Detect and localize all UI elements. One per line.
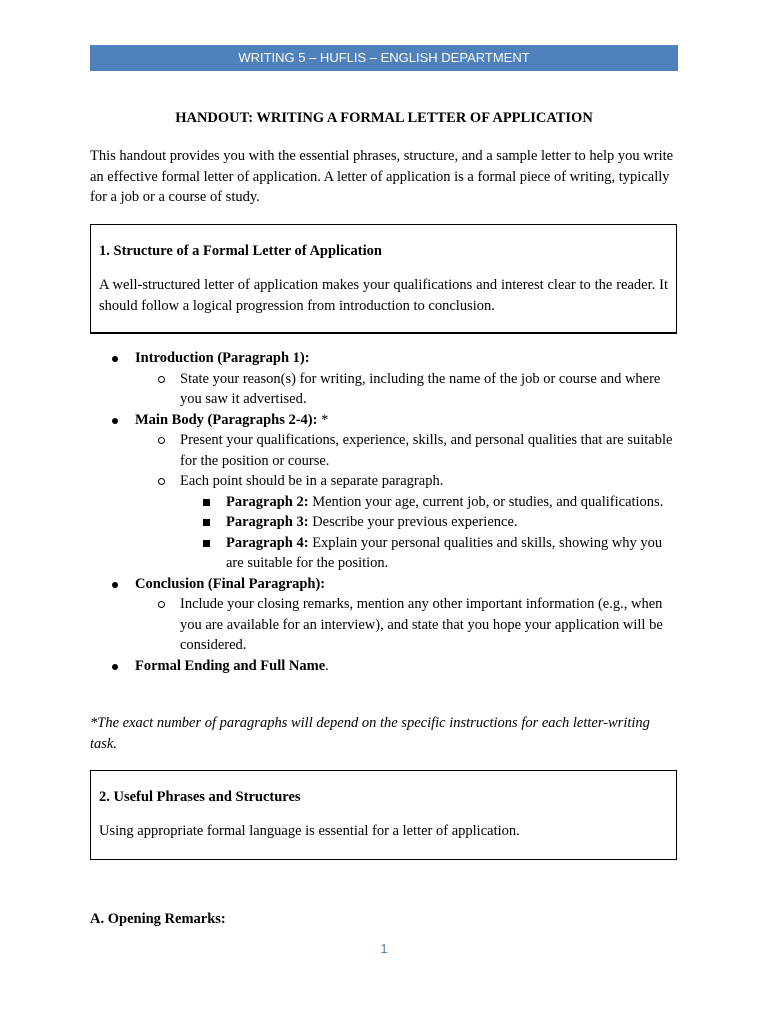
bullet-icon <box>112 664 118 670</box>
ending-suffix: . <box>325 657 329 674</box>
list-item <box>90 594 678 656</box>
document-header: WRITING 5 – HUFLIS – ENGLISH DEPARTMENT <box>90 45 678 71</box>
section-a-heading: A. Opening Remarks: <box>90 911 226 927</box>
body-label: Main Body (Paragraphs 2-4): <box>135 411 318 428</box>
intro-label: Introduction (Paragraph 1): <box>135 350 310 366</box>
paragraph-4-text: Explain your personal qualities and skills, showing why you are suitable for the position. <box>226 534 663 571</box>
square-bullet-icon <box>203 499 210 506</box>
list-item <box>90 533 678 574</box>
paragraph-3-label: Paragraph 3: <box>226 514 309 530</box>
ending-label: Formal Ending and Full Name <box>135 657 326 674</box>
list-item <box>90 471 678 492</box>
section-2-text: Using appropriate formal language is essential for a letter of application. <box>99 823 520 839</box>
conclusion-label: Conclusion (Final Paragraph): <box>135 575 326 592</box>
section-2-heading: 2. Useful Phrases and Structures <box>99 789 301 805</box>
section-1-heading: 1. Structure of a Formal Letter of Application <box>99 243 382 259</box>
list-item <box>90 348 678 369</box>
circle-bullet-icon <box>158 478 165 485</box>
list-item <box>90 369 678 410</box>
paragraph-note: *The exact number of paragraphs will depend on the specific instructions for each letter-writing task. <box>90 715 650 752</box>
list-item <box>90 492 678 513</box>
paragraph-3-text: Describe your previous experience. <box>308 514 518 530</box>
square-bullet-icon <box>203 540 210 547</box>
body-sub-text-1: Present your qualifications, experience, skills, and personal qualities that are suitable for the position or course. <box>180 432 673 469</box>
body-suffix: * <box>317 411 329 428</box>
circle-bullet-icon <box>158 437 165 444</box>
conclusion-sub-text: Include your closing remarks, mention any other important information (e.g., when you are available for an interview), and state that you hope your application will be considered. <box>180 596 663 653</box>
intro-paragraph: This handout provides you with the essential phrases, structure, and a sample letter to help you write an effective formal letter of application. A letter of application is a formal piece of writing, typically for a job or a course of study. <box>90 148 674 205</box>
intro-sub-text: State your reason(s) for writing, including the name of the job or course and where you saw it advertised. <box>180 370 661 407</box>
page-title: HANDOUT: WRITING A FORMAL LETTER OF APPLICATION <box>175 110 593 126</box>
circle-bullet-icon <box>158 601 165 608</box>
bullet-icon <box>112 418 118 424</box>
circle-bullet-icon <box>158 376 165 383</box>
bullet-icon <box>112 356 118 362</box>
paragraph-2-label: Paragraph 2: <box>226 493 309 510</box>
section-1-text: A well-structured letter of application makes your qualifications and interest clear to the reader. It should follow a logical progression from introduction to conclusion. <box>99 277 668 314</box>
structure-list <box>90 348 678 676</box>
body-sub-text-2: Each point should be in a separate paragraph. <box>180 473 444 489</box>
list-item <box>90 410 678 431</box>
section-2-box <box>90 770 677 860</box>
bullet-icon <box>112 582 118 588</box>
list-item <box>90 430 678 471</box>
paragraph-4-label: Paragraph 4: <box>226 534 309 551</box>
list-item <box>90 574 678 595</box>
paragraph-2-text: Mention your age, current job, or studies, and qualifications. <box>308 493 664 510</box>
page-number: 1 <box>380 941 388 956</box>
square-bullet-icon <box>203 519 210 526</box>
list-item <box>90 656 678 677</box>
list-item <box>90 512 678 533</box>
section-1-box <box>90 224 677 334</box>
